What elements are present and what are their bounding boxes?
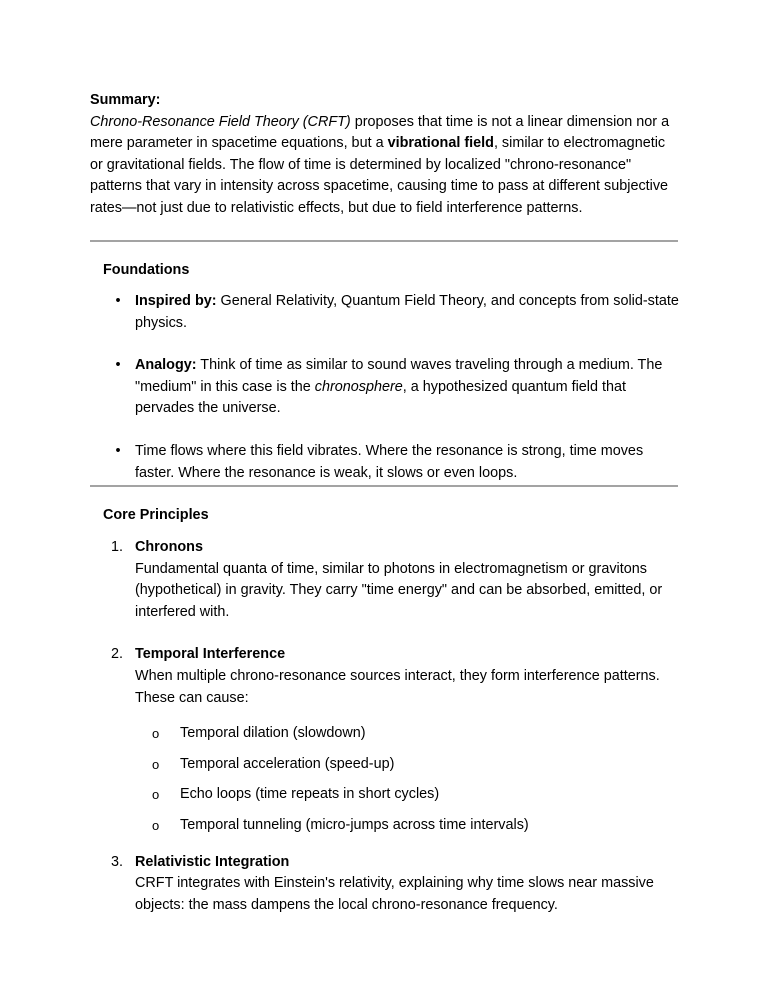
summary-label: Summary: <box>90 92 161 108</box>
summary-bold-term: vibrational field <box>387 135 494 152</box>
circle-bullet-icon: o <box>152 726 160 742</box>
circle-bullet-icon: o <box>152 817 160 833</box>
summary-text-b: , similar to electromagnetic or gravitational fields. The flow of time is determined by localized "chrono-resonance" patterns that vary in intensity across spacetime, causing time to pass at different subjective rates—not just due to relativistic effects, but due to field interference patterns. <box>90 135 669 216</box>
summary-paragraph <box>90 112 680 220</box>
item-number: 2. <box>111 646 124 663</box>
sub-list-item <box>152 784 680 806</box>
bullet-icon: • <box>115 442 121 459</box>
item-text: CRFT integrates with Einstein's relativity, explaining why time slows near massive objects: the mass dampens the local chrono-resonance frequency. <box>135 875 654 913</box>
list-item <box>111 644 680 836</box>
item-title: Temporal Interference <box>135 646 286 663</box>
core-principles-list <box>111 537 680 916</box>
sub-list <box>152 723 680 836</box>
horizontal-divider <box>90 485 678 487</box>
horizontal-divider <box>90 240 678 242</box>
bullet-label: Analogy: <box>135 357 197 374</box>
bullet-text: General Relativity, Quantum Field Theory, and concepts from solid-state physics. <box>135 293 679 331</box>
bullet-icon: • <box>115 357 121 374</box>
item-title: Chronons <box>135 539 203 555</box>
list-item <box>115 355 680 420</box>
bullet-text: Time flows where this field vibrates. Where the resonance is strong, time moves faster. Where the resonance is weak, it slows or even loops. <box>135 442 644 481</box>
bullet-italic-term: chronosphere <box>314 378 403 395</box>
item-number: 1. <box>111 539 124 555</box>
sub-list-item <box>152 754 680 776</box>
summary-section <box>90 90 680 220</box>
sub-item-text: Echo loops (time repeats in short cycles) <box>180 786 440 803</box>
sub-item-text: Temporal tunneling (micro-jumps across time intervals) <box>180 816 529 833</box>
bullet-label: Inspired by: <box>135 293 217 309</box>
bullet-text: Think of time as similar to sound waves traveling through a medium. The "medium" in this case is the <box>135 357 663 395</box>
core-principles-heading: Core Principles <box>103 507 209 523</box>
foundations-heading: Foundations <box>103 262 190 278</box>
sub-item-text: Temporal dilation (slowdown) <box>180 725 366 742</box>
sub-item-text: Temporal acceleration (speed-up) <box>180 755 395 772</box>
circle-bullet-icon: o <box>152 756 160 772</box>
circle-bullet-icon: o <box>152 787 160 803</box>
item-number: 3. <box>111 853 124 870</box>
item-text: When multiple chrono-resonance sources interact, they form interference patterns. These can cause: <box>135 667 660 706</box>
list-item <box>111 537 680 623</box>
summary-text-a: proposes that time is not a linear dimension nor a mere parameter in spacetime equations, but a <box>90 113 670 152</box>
item-text: Fundamental quanta of time, similar to photons in electromagnetism or gravitons (hypothetical) in gravity. They carry "time energy" and can be absorbed, emitted, or interfered with. <box>135 560 663 620</box>
bullet-text: , a hypothesized quantum field that pervades the universe. <box>135 378 626 417</box>
list-item <box>115 441 680 484</box>
sub-list-item <box>152 815 680 837</box>
theory-name: Chrono-Resonance Field Theory (CRFT) <box>90 113 351 130</box>
list-item <box>115 291 680 334</box>
bullet-icon: • <box>115 293 121 309</box>
list-item <box>111 852 680 917</box>
sub-list-item <box>152 723 680 745</box>
foundations-list <box>115 291 680 484</box>
item-title: Relativistic Integration <box>135 853 290 870</box>
